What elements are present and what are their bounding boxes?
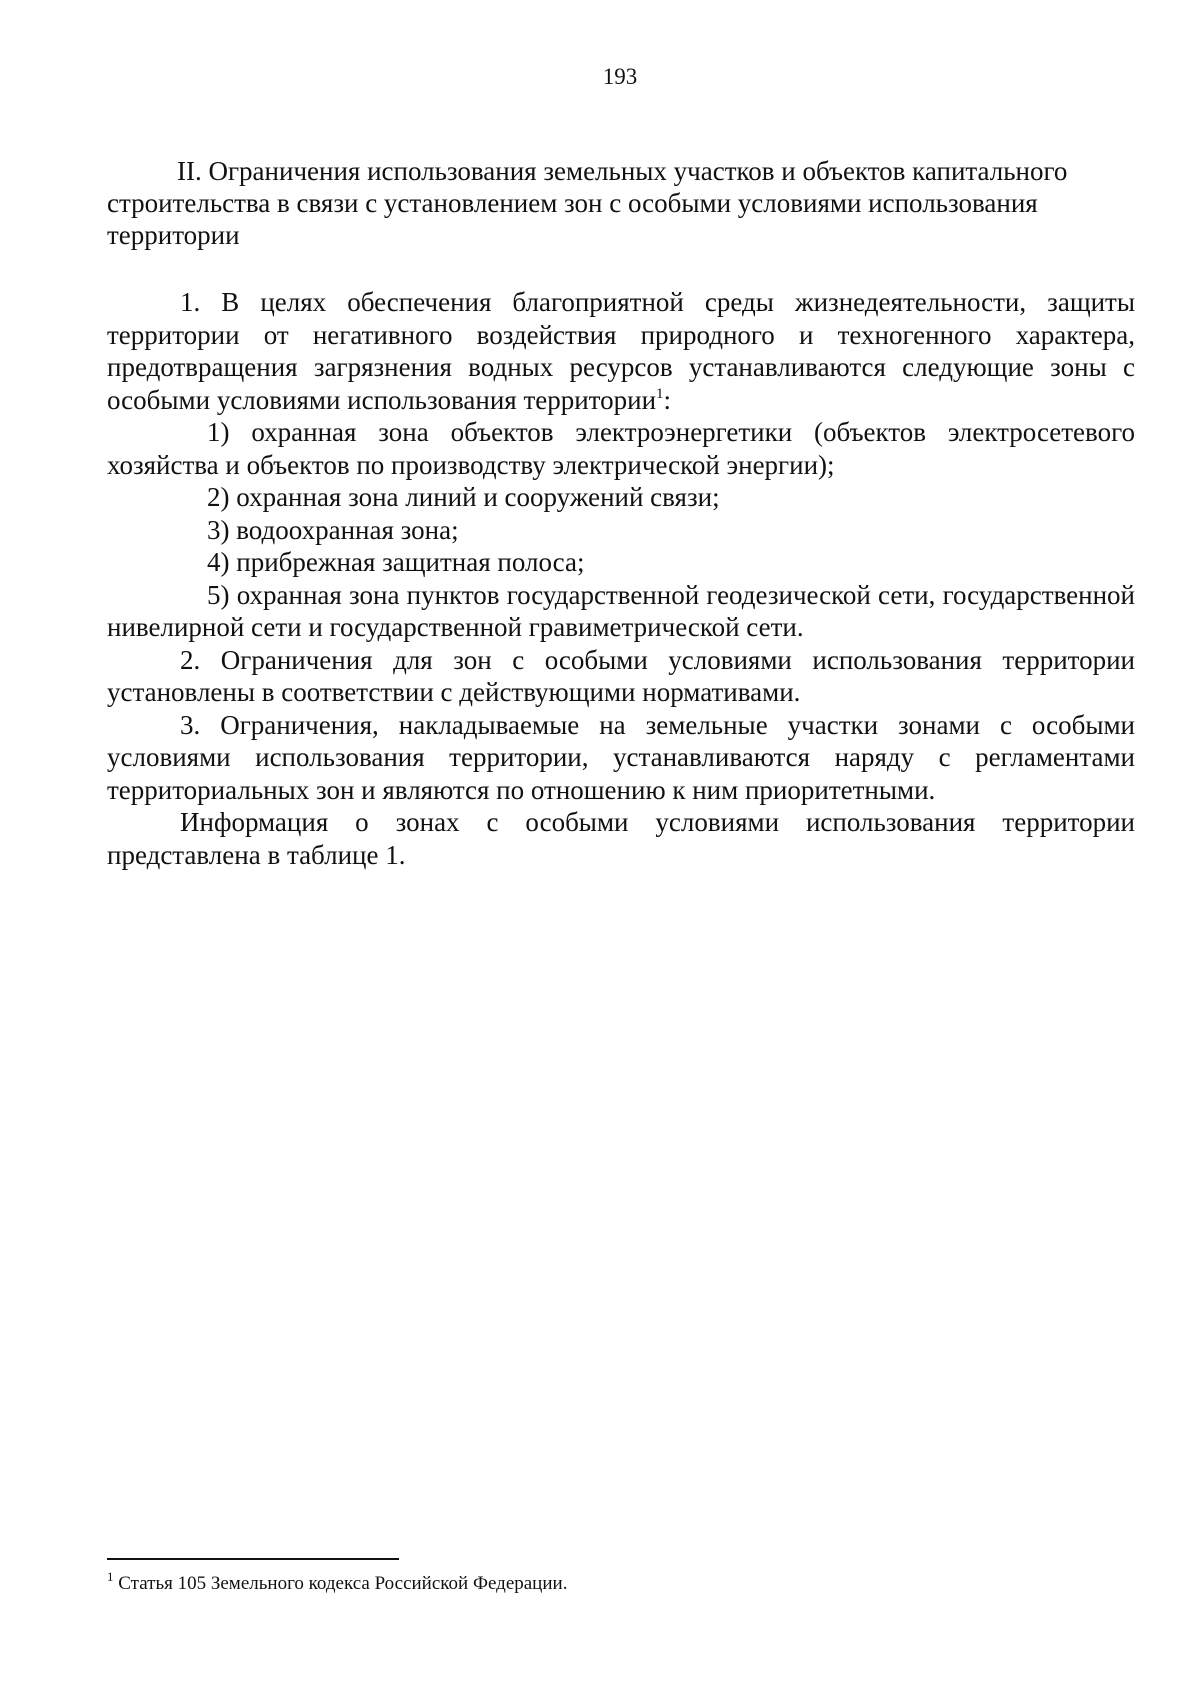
list-item-3: 3) водоохранная зона; (207, 514, 459, 545)
paragraph-3: 3. Ограничения, накладываемые на земельные участки зонами с особыми условиями использования территории, устанавливаются наряду с регламентами территориальных зон и являются по отношению к ним приоритетными. (107, 709, 1135, 805)
paragraph-1-suffix: : (663, 384, 672, 415)
paragraph-1 (107, 286, 1135, 416)
footnote-reference: 1 (656, 385, 664, 402)
section-heading: II. Ограничения использования земельных участков и объектов капитального строительства в связи с установлением зон с особыми условиями использования территории (107, 156, 1068, 250)
list-item-4: 4) прибрежная защитная полоса; (207, 547, 585, 577)
paragraph-1-text: 1. В целях обеспечения благоприятной среды жизнедеятельности, защиты территории от негативного воздействия природного и техногенного характера, предотвращения загрязнения водных ресурсов устанавливаются следующие зоны с особыми условиями использования территории (107, 287, 1135, 415)
body-text (107, 286, 1135, 871)
list-item-1: 1) охранная зона объектов электроэнергетики (объектов электросетевого хозяйства и объектов по производству электрической энергии); (107, 417, 1135, 480)
paragraph-2: 2. Ограничения для зон с особыми условиями использования территории установлены в соответствии с действующими нормативами. (107, 644, 1135, 707)
list-item-2: 2) охранная зона линий и сооружений связи; (207, 482, 720, 512)
paragraph-4: Информация о зонах с особыми условиями использования территории представлена в таблице 1. (107, 807, 1135, 870)
list-item-5: 5) охранная зона пунктов государственной геодезической сети, государственной нивелирной сети и государственной гравиметрической сети. (107, 579, 1135, 642)
footnote-separator (107, 1558, 399, 1560)
page-number: 193 (602, 64, 638, 89)
footnote-text: Статья 105 Земельного кодекса Российской Федерации. (113, 1573, 568, 1594)
footnote (107, 1569, 1107, 1596)
footnote-marker: 1 (107, 1569, 114, 1584)
